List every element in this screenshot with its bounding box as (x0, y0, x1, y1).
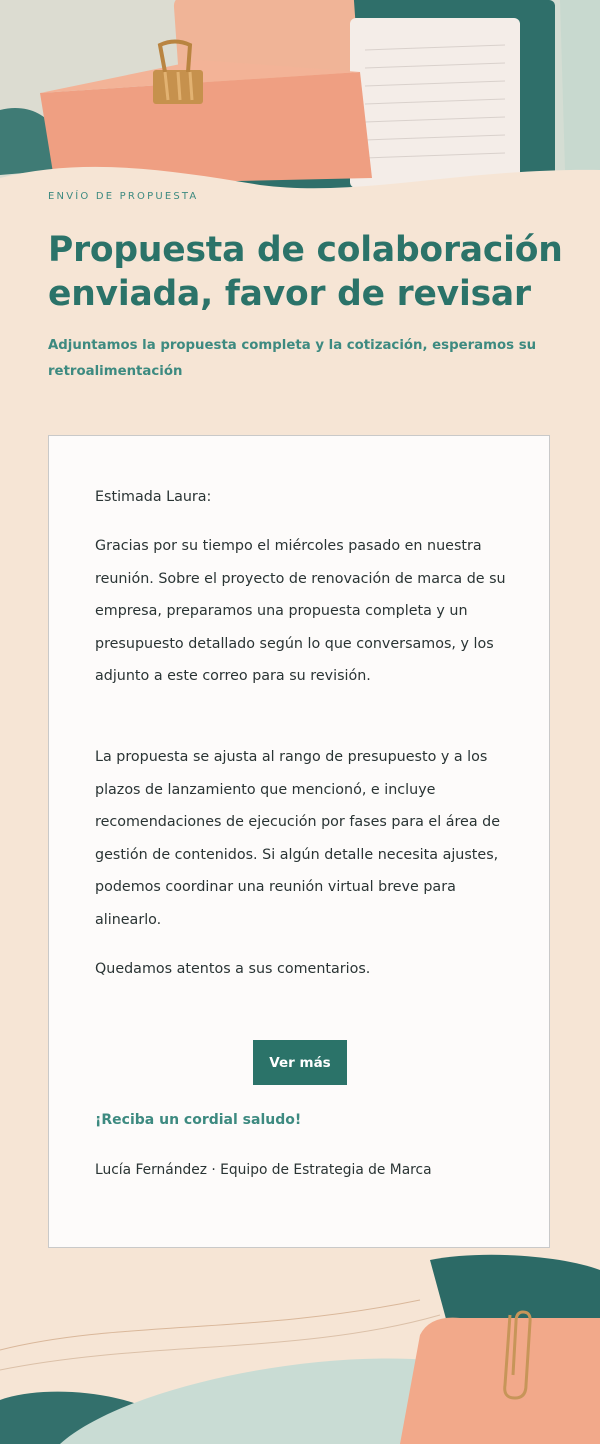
header-illustration (0, 0, 600, 200)
email-title: Propuesta de colaboración enviada, favor de revisar (48, 230, 563, 314)
email-subtitle: Adjuntamos la propuesta completa y la cotización, esperamos su retroalimentación (48, 338, 537, 379)
message-paragraph-1: Gracias por su tiempo el miércoles pasado en nuestra reunión. Sobre el proyecto de renovación de marca de su empresa, preparamos una propuesta completa y un presupuesto detallado según lo que conversamos, y los adjunto a este correo para su revisión. (95, 538, 506, 684)
footer-illustration (0, 1240, 600, 1444)
message-paragraph-3: Quedamos atentos a sus comentarios. (95, 961, 371, 977)
greeting: Estimada Laura: (95, 489, 212, 505)
eyebrow-label: ENVÍO DE PROPUESTA (48, 191, 199, 202)
message-paragraph-2: La propuesta se ajusta al rango de presupuesto y a los plazos de lanzamiento que mencionó, e incluye recomendaciones de ejecución por fases para el área de gestión de contenidos. Si algún detalle necesita ajustes, podemos coordinar una reunión virtual breve para alinearlo. (95, 749, 501, 928)
ver-mas-button[interactable]: Ver más (253, 1040, 347, 1085)
message-card (48, 435, 550, 1248)
closing-regards: ¡Reciba un cordial saludo! (95, 1112, 302, 1128)
signature: Lucía Fernández · Equipo de Estrategia de Marca (95, 1162, 432, 1178)
